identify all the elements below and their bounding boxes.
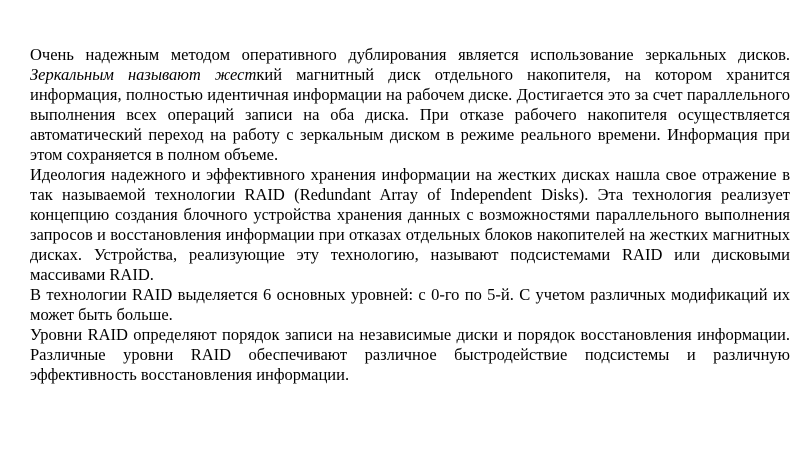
p1-lead-text: Очень надежным методом оперативного дублирования является использование зеркальных дисков. xyxy=(30,45,790,64)
slide-text-block xyxy=(30,45,790,385)
paragraph-raid-levels-count: В технологии RAID выделяется 6 основных уровней: с 0-го по 5-й. С учетом различных модификаций их может быть больше. xyxy=(30,285,790,324)
paragraph-raid-levels-order: Уровни RAID определяют порядок записи на независимые диски и порядок восстановления информации. Различные уровни RAID обеспечивают различное быстродействие подсистемы и различную эффективность восстановления информации. xyxy=(30,325,790,384)
paragraph-mirror-disks xyxy=(30,45,790,165)
p1-rest-text: кий магнитный диск отдельного накопителя, на котором хранится информация, полностью идентичная информации на рабочем диске. Достигается это за счет параллельного выполнения всех операций записи на оба диска. При отказе рабочего накопителя осуществляется автоматический переход на работу с зеркальным диском в режиме реального времени. Информация при этом сохраняется в полном объеме. xyxy=(30,65,790,164)
p1-italic-term: Зеркальным называют жест xyxy=(30,65,257,84)
paragraph-raid-ideology: Идеология надежного и эффективного хранения информации на жестких дисках нашла свое отражение в так называемой технологии RAID (Redundant Array of Independent Disks). Эта технология реализует концепцию создания блочного устройства хранения данных с возможностями параллельного выполнения запросов и восстановления информации при отказах отдельных блоков накопителей на жестких магнитных дисках. Устройства, реализующие эту технологию, называют подсистемами RAID или дисковыми массивами RAID. xyxy=(30,165,790,284)
